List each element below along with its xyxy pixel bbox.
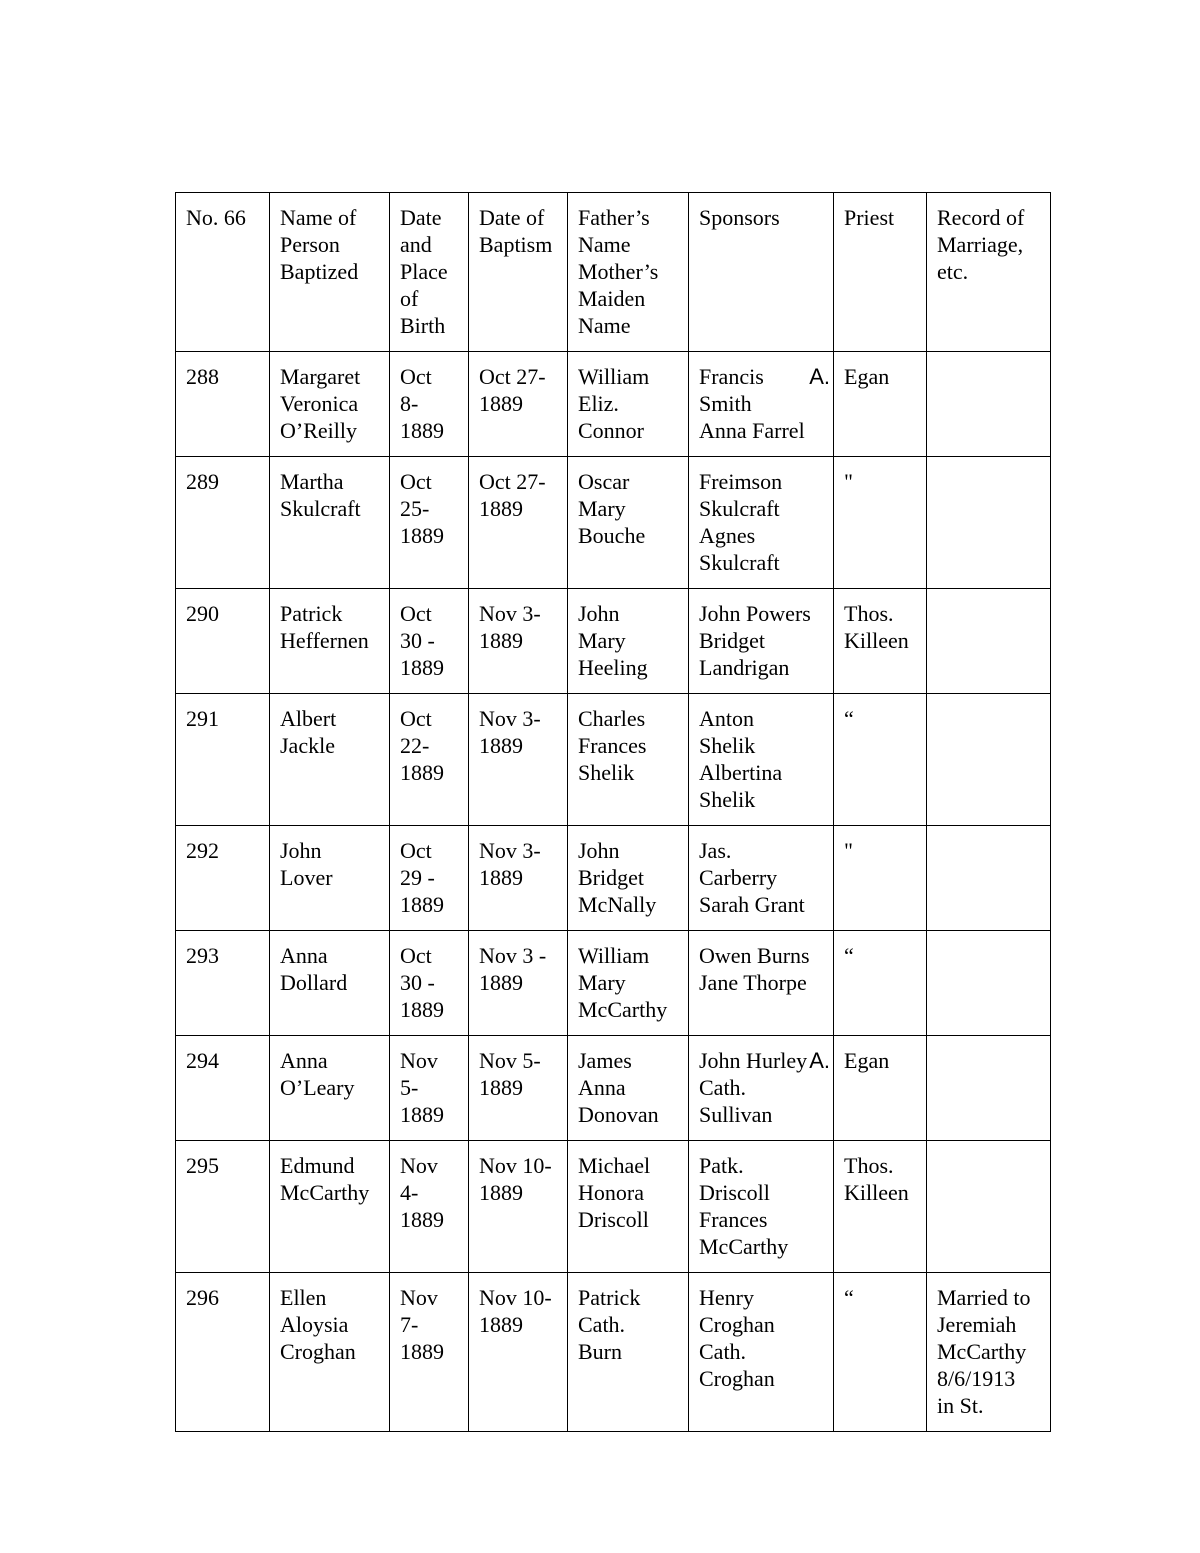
table-row: [176, 1273, 1051, 1432]
record-number-cell: 295: [176, 1141, 270, 1273]
header-priest: Priest: [834, 193, 927, 352]
parents-names-cell: John Bridget McNally: [568, 826, 689, 931]
table-row: [176, 352, 1051, 457]
birth-date-cell: Nov 7- 1889: [390, 1273, 469, 1432]
parents-names-cell: William Mary McCarthy: [568, 931, 689, 1036]
priest-cell: ": [834, 826, 927, 931]
person-baptized-cell: Anna Dollard: [270, 931, 390, 1036]
person-baptized-cell: Anna O’Leary: [270, 1036, 390, 1141]
marriage-record-cell: [927, 457, 1051, 589]
marriage-record-cell: [927, 931, 1051, 1036]
person-baptized-cell: Edmund McCarthy: [270, 1141, 390, 1273]
sponsors-cell: [689, 1036, 834, 1141]
record-number-cell: 292: [176, 826, 270, 931]
baptism-date-cell: Nov 5- 1889: [469, 1036, 568, 1141]
priest-cell: Thos. Killeen: [834, 1141, 927, 1273]
priest-cell: Egan: [834, 352, 927, 457]
table-row: [176, 1036, 1051, 1141]
sponsor-mark: A.: [809, 364, 830, 389]
baptism-date-cell: Nov 3- 1889: [469, 826, 568, 931]
marriage-record-cell: [927, 826, 1051, 931]
sponsor-mark: A.: [809, 1048, 830, 1073]
person-baptized-cell: Patrick Heffernen: [270, 589, 390, 694]
birth-date-cell: Oct 8- 1889: [390, 352, 469, 457]
sponsors-cell: [689, 931, 834, 1036]
birth-date-cell: Nov 4- 1889: [390, 1141, 469, 1273]
record-number-cell: 288: [176, 352, 270, 457]
record-number-cell: 291: [176, 694, 270, 826]
sponsors-text: Henry Croghan Cath. Croghan: [699, 1285, 775, 1391]
header-date-place-birth: Date and Place of Birth: [390, 193, 469, 352]
birth-date-cell: Oct 22- 1889: [390, 694, 469, 826]
priest-cell: Egan: [834, 1036, 927, 1141]
birth-date-cell: Oct 29 - 1889: [390, 826, 469, 931]
parents-names-cell: Oscar Mary Bouche: [568, 457, 689, 589]
sponsors-cell: [689, 457, 834, 589]
sponsors-cell: [689, 694, 834, 826]
marriage-record-cell: [927, 694, 1051, 826]
birth-date-cell: Oct 30 - 1889: [390, 589, 469, 694]
header-sponsors: Sponsors: [689, 193, 834, 352]
sponsors-text: Owen Burns Jane Thorpe: [699, 943, 810, 995]
parents-names-cell: William Eliz. Connor: [568, 352, 689, 457]
marriage-record-cell: [927, 1036, 1051, 1141]
parents-names-cell: John Mary Heeling: [568, 589, 689, 694]
header-marriage-record: Record of Marriage, etc.: [927, 193, 1051, 352]
baptism-date-cell: Nov 3- 1889: [469, 589, 568, 694]
header-name-baptized: Name of Person Baptized: [270, 193, 390, 352]
table-row: [176, 694, 1051, 826]
table-row: [176, 931, 1051, 1036]
sponsors-text: Anton Shelik Albertina Shelik: [699, 706, 783, 812]
parents-names-cell: Charles Frances Shelik: [568, 694, 689, 826]
priest-cell: “: [834, 1273, 927, 1432]
priest-cell: ": [834, 457, 927, 589]
priest-cell: Thos. Killeen: [834, 589, 927, 694]
sponsors-text: Patk. Driscoll Frances McCarthy: [699, 1153, 789, 1259]
sponsors-cell: [689, 1141, 834, 1273]
birth-date-cell: Nov 5- 1889: [390, 1036, 469, 1141]
record-number-cell: 293: [176, 931, 270, 1036]
sponsors-text: Jas. Carberry Sarah Grant: [699, 838, 805, 917]
priest-cell: “: [834, 931, 927, 1036]
marriage-record-cell: [927, 352, 1051, 457]
sponsors-cell: [689, 1273, 834, 1432]
parents-names-cell: Michael Honora Driscoll: [568, 1141, 689, 1273]
marriage-record-cell: [927, 589, 1051, 694]
table-row: [176, 1141, 1051, 1273]
sponsors-text: John Hurley Cath. Sullivan: [699, 1048, 808, 1127]
baptism-date-cell: Nov 10- 1889: [469, 1273, 568, 1432]
baptism-date-cell: Nov 10- 1889: [469, 1141, 568, 1273]
sponsors-text: Francis Smith Anna Farrel: [699, 364, 805, 443]
birth-date-cell: Oct 25- 1889: [390, 457, 469, 589]
header-date-baptism: Date of Baptism: [469, 193, 568, 352]
header-number: No. 66: [176, 193, 270, 352]
parents-names-cell: Patrick Cath. Burn: [568, 1273, 689, 1432]
table-row: [176, 589, 1051, 694]
parents-names-cell: James Anna Donovan: [568, 1036, 689, 1141]
header-row: [176, 193, 1051, 352]
record-number-cell: 296: [176, 1273, 270, 1432]
baptism-date-cell: Nov 3 - 1889: [469, 931, 568, 1036]
marriage-record-cell: Married to Jeremiah McCarthy 8/6/1913 in St.: [927, 1273, 1051, 1432]
baptism-date-cell: Nov 3- 1889: [469, 694, 568, 826]
person-baptized-cell: Ellen Aloysia Croghan: [270, 1273, 390, 1432]
baptism-register-table: [175, 192, 1051, 1432]
priest-cell: “: [834, 694, 927, 826]
birth-date-cell: Oct 30 - 1889: [390, 931, 469, 1036]
record-number-cell: 289: [176, 457, 270, 589]
sponsors-text: Freimson Skulcraft Agnes Skulcraft: [699, 469, 783, 575]
table-row: [176, 457, 1051, 589]
record-number-cell: 294: [176, 1036, 270, 1141]
baptism-date-cell: Oct 27- 1889: [469, 352, 568, 457]
person-baptized-cell: John Lover: [270, 826, 390, 931]
sponsors-cell: [689, 352, 834, 457]
table-row: [176, 826, 1051, 931]
header-parents: Father’s Name Mother’s Maiden Name: [568, 193, 689, 352]
marriage-record-cell: [927, 1141, 1051, 1273]
record-number-cell: 290: [176, 589, 270, 694]
person-baptized-cell: Margaret Veronica O’Reilly: [270, 352, 390, 457]
baptism-date-cell: Oct 27- 1889: [469, 457, 568, 589]
sponsors-cell: [689, 826, 834, 931]
sponsors-text: John Powers Bridget Landrigan: [699, 601, 811, 680]
sponsors-cell: [689, 589, 834, 694]
person-baptized-cell: Martha Skulcraft: [270, 457, 390, 589]
person-baptized-cell: Albert Jackle: [270, 694, 390, 826]
